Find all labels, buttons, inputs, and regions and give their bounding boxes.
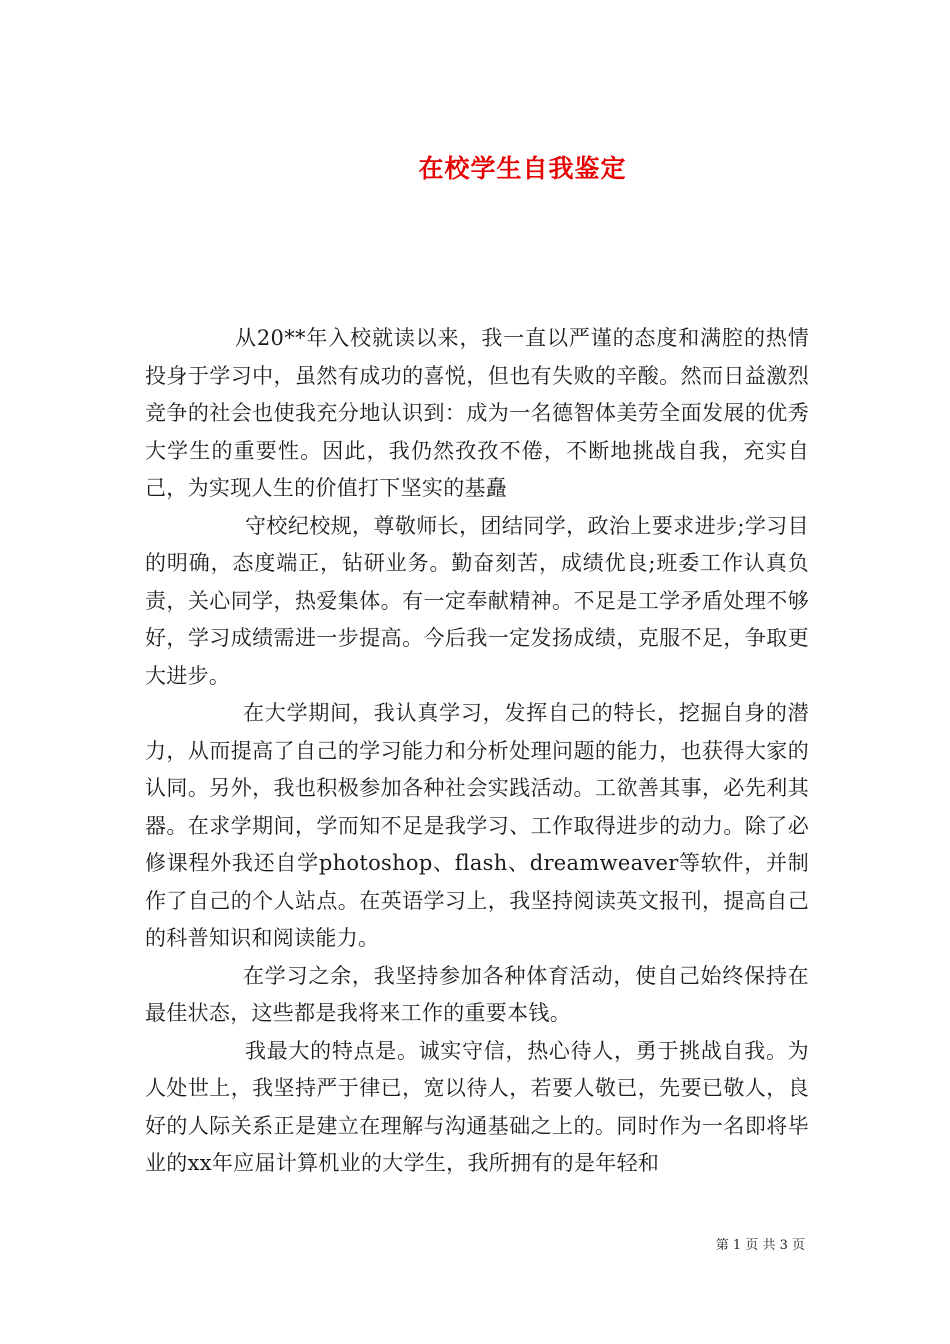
document-title: 在校学生自我鉴定 — [418, 153, 627, 183]
paragraph-1: 从20**年入校就读以来，我一直以严谨的态度和满腔的热情投身于学习中，虽然有成功的喜悦，但也有失败的辛酸。然而日益激烈竞争的社会也使我充分地认识到：成为一名德智体美劳全面发展的优秀大学生的重要性。因此，我仍然孜孜不倦，不断地挑战自我，充实自己，为实现人生的价值打下坚实的基矗 — [145, 326, 809, 500]
page-number-footer: 第 1 页 共 3 页 — [715, 1238, 805, 1253]
paragraph-3: 在大学期间，我认真学习，发挥自己的特长，挖掘自身的潜力，从而提高了自己的学习能力和分析处理问题的能力，也获得大家的认同。另外，我也积极参加各种社会实践活动。工欲善其事，必先利其器。在求学期间，学而知不足是我学习、工作取得进步的动力。除了必修课程外我还自学photoshop、flash、dreamweaver等软件，并制作了自己的个人站点。在英语学习上，我坚持阅读英文报刊，提高自己的科普知识和阅读能力。 — [145, 701, 809, 950]
paragraph-2: 守校纪校规，尊敬师长，团结同学，政治上要求进步;学习目的明确，态度端正，钻研业务。勤奋刻苦，成绩优良;班委工作认真负责，关心同学，热爱集体。有一定奉献精神。不足是工学矛盾处理不够好，学习成绩需进一步提高。今后我一定发扬成绩，克服不足，争取更大进步。 — [145, 513, 809, 688]
document-body — [145, 320, 809, 1183]
paragraph-5: 我最大的特点是。诚实守信，热心待人，勇于挑战自我。为人处世上，我坚持严于律已，宽以待人，若要人敬已，先要已敬人，良好的人际关系正是建立在理解与沟通基础之上的。同时作为一名即将毕业的xx年应届计算机业的大学生，我所拥有的是年轻和 — [145, 1038, 809, 1175]
paragraph-4: 在学习之余，我坚持参加各种体育活动，使自己始终保持在最佳状态，这些都是我将来工作的重要本钱。 — [145, 963, 809, 1025]
